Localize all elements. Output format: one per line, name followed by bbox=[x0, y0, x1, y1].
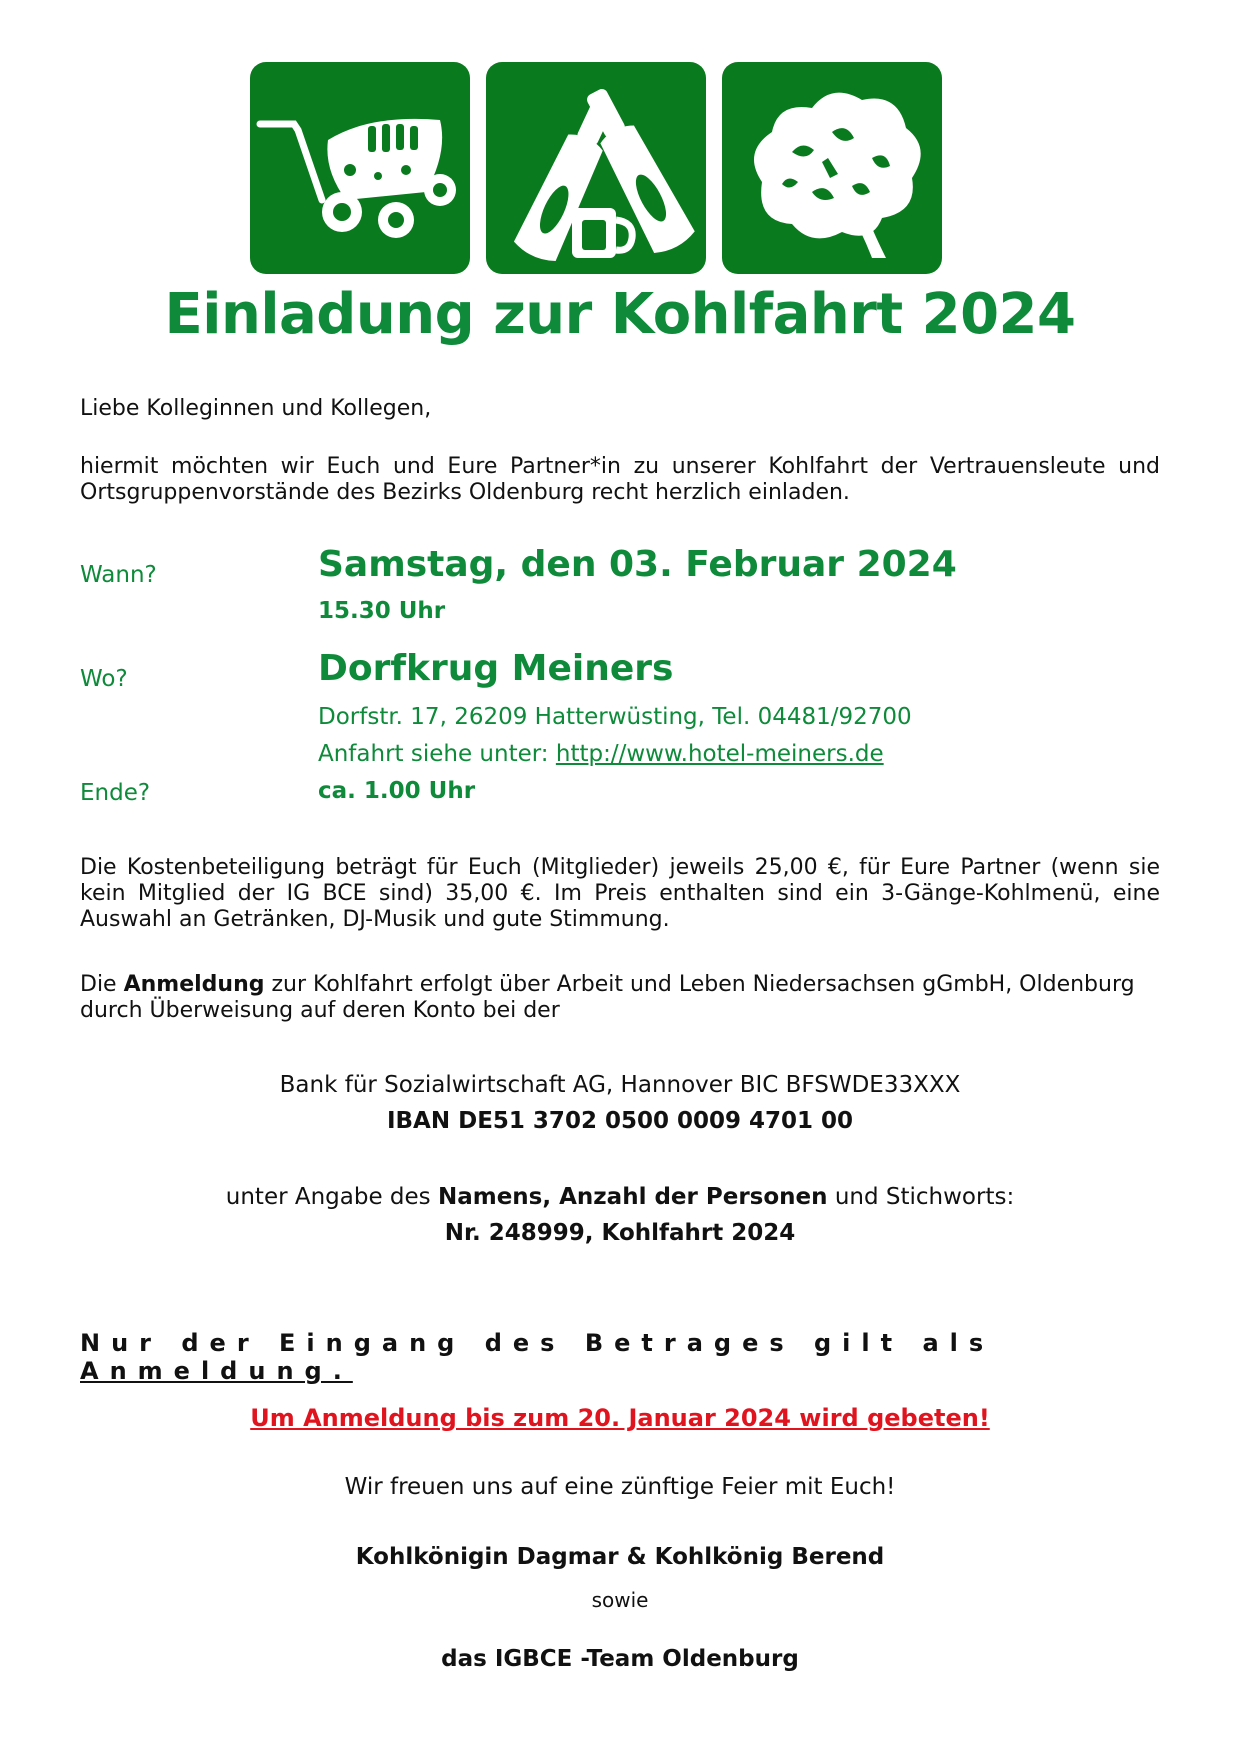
reference-suffix: und Stichworts: bbox=[827, 1184, 1015, 1210]
closing-line: Wir freuen uns auf eine zünftige Feier mit Euch! bbox=[344, 1474, 896, 1500]
notice-underlined: Anmeldung. bbox=[80, 1357, 353, 1385]
and-word: sowie bbox=[591, 1588, 649, 1612]
venue-website-link[interactable]: http://www.hotel-meiners.de bbox=[555, 741, 884, 767]
payment-notice bbox=[80, 1330, 1160, 1386]
royals-signature: Kohlkönigin Dagmar & Kohlkönig Berend bbox=[355, 1544, 885, 1570]
when-label: Wann? bbox=[80, 562, 157, 588]
reference-bold: Namens, Anzahl der Personen bbox=[437, 1184, 828, 1210]
deadline-notice bbox=[0, 1404, 1240, 1432]
bank-line: Bank für Sozialwirtschaft AG, Hannover BIC BFSWDE33XXX bbox=[279, 1072, 961, 1098]
venue-directions bbox=[318, 741, 884, 767]
intro-paragraph: hiermit möchten wir Euch und Eure Partner*in zu unserer Kohlfahrt der Vertrauensleute und Ortsgruppenvorstände des Bezirks Oldenburg recht herzlich einladen. bbox=[80, 454, 1160, 505]
registration-suffix: zur Kohlfahrt erfolgt über Arbeit und Leben Niedersachsen gGmbH, Oldenburg durch Überweisung auf deren Konto bei der bbox=[80, 972, 1135, 1023]
event-time: 15.30 Uhr bbox=[318, 598, 446, 624]
where-label: Wo? bbox=[80, 666, 128, 692]
reference-line bbox=[0, 1184, 1240, 1210]
registration-prefix: Die bbox=[80, 972, 124, 997]
directions-prefix: Anfahrt siehe unter: bbox=[318, 741, 556, 767]
kale-icon bbox=[722, 62, 942, 274]
venue-address: Dorfstr. 17, 26209 Hatterwüsting, Tel. 04481/92700 bbox=[318, 704, 912, 730]
deadline-text: Um Anmeldung bis zum 20. Januar 2024 wird gebeten! bbox=[250, 1404, 990, 1432]
end-time: ca. 1.00 Uhr bbox=[318, 778, 476, 804]
header-icons bbox=[250, 62, 946, 274]
greeting: Liebe Kolleginnen und Kollegen, bbox=[80, 396, 432, 421]
reference-keyword: Nr. 248999, Kohlfahrt 2024 bbox=[444, 1220, 796, 1246]
page-title: Einladung zur Kohlfahrt 2024 bbox=[164, 282, 1076, 347]
registration-bold: Anmeldung bbox=[123, 972, 265, 997]
end-label: Ende? bbox=[80, 780, 151, 806]
event-date: Samstag, den 03. Februar 2024 bbox=[318, 544, 957, 585]
beer-bottles-icon bbox=[486, 62, 706, 274]
costs-paragraph: Die Kostenbeteiligung beträgt für Euch (Mitglieder) jeweils 25,00 €, für Eure Partner (wenn sie kein Mitglied der IG BCE sind) 35,00 €. Im Preis enthalten sind ein 3-Gänge-Kohlmenü, eine Auswahl an Getränken, DJ-Musik und gute Stimmung. bbox=[80, 855, 1160, 932]
registration-paragraph bbox=[80, 972, 1160, 1024]
handcart-icon bbox=[250, 62, 470, 274]
notice-text: Nur der Eingang des Betrages gilt als bbox=[80, 1329, 995, 1357]
team-signature: das IGBCE -Team Oldenburg bbox=[441, 1646, 799, 1672]
venue-name: Dorfkrug Meiners bbox=[318, 648, 674, 689]
bank-iban: IBAN DE51 3702 0500 0009 4701 00 bbox=[386, 1108, 854, 1134]
reference-prefix: unter Angabe des bbox=[225, 1184, 438, 1210]
